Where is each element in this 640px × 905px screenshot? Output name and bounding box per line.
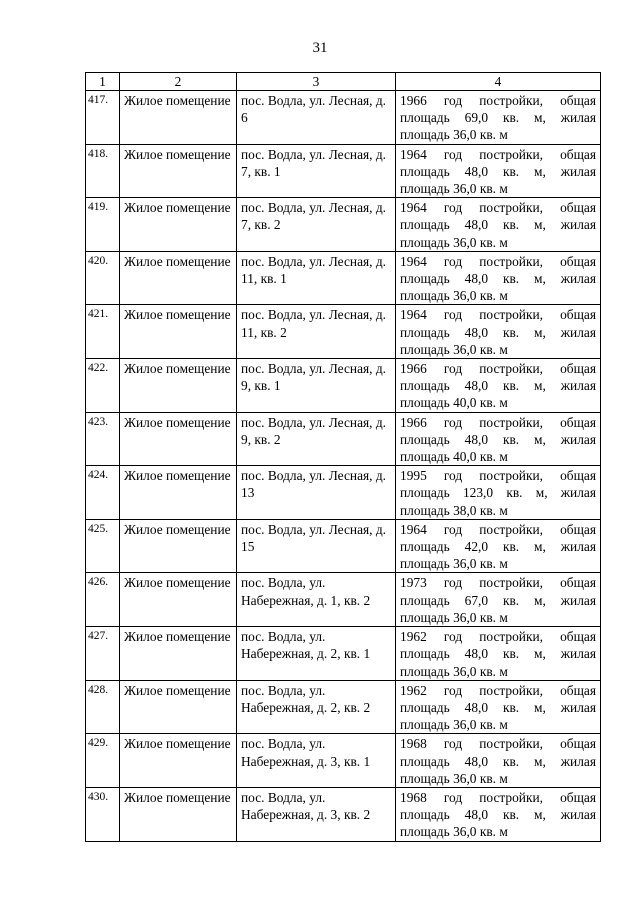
object-address: пос. Водла, ул. Лесная, д. 13	[237, 466, 396, 520]
row-number: 419.	[86, 198, 120, 252]
object-address: пос. Водла, ул. Лесная, д. 9, кв. 1	[237, 359, 396, 413]
object-description: 1995 год постройки, общая площадь 123,0 кв. м, жилая площадь 38,0 кв. м	[396, 466, 601, 520]
table-row	[86, 680, 601, 734]
object-type: Жилое помещение	[120, 734, 237, 788]
object-description: 1962 год постройки, общая площадь 48,0 кв. м, жилая площадь 36,0 кв. м	[396, 627, 601, 681]
table-row	[86, 144, 601, 198]
object-description: 1973 год постройки, общая площадь 67,0 кв. м, жилая площадь 36,0 кв. м	[396, 573, 601, 627]
table-row	[86, 251, 601, 305]
object-address: пос. Водла, ул. Набережная, д. 1, кв. 2	[237, 573, 396, 627]
object-description: 1964 год постройки, общая площадь 48,0 кв. м, жилая площадь 36,0 кв. м	[396, 305, 601, 359]
object-type: Жилое помещение	[120, 412, 237, 466]
object-address: пос. Водла, ул. Лесная, д. 9, кв. 2	[237, 412, 396, 466]
table-row	[86, 734, 601, 788]
object-address: пос. Водла, ул. Лесная, д. 6	[237, 91, 396, 145]
object-address: пос. Водла, ул. Набережная, д. 3, кв. 2	[237, 787, 396, 841]
object-address: пос. Водла, ул. Лесная, д. 15	[237, 519, 396, 573]
object-address: пос. Водла, ул. Лесная, д. 7, кв. 1	[237, 144, 396, 198]
object-address: пос. Водла, ул. Лесная, д. 7, кв. 2	[237, 198, 396, 252]
object-type: Жилое помещение	[120, 198, 237, 252]
table-row	[86, 466, 601, 520]
object-description: 1964 год постройки, общая площадь 48,0 кв. м, жилая площадь 36,0 кв. м	[396, 198, 601, 252]
object-description: 1968 год постройки, общая площадь 48,0 кв. м, жилая площадь 36,0 кв. м	[396, 734, 601, 788]
object-address: пос. Водла, ул. Лесная, д. 11, кв. 1	[237, 251, 396, 305]
object-address: пос. Водла, ул. Набережная, д. 3, кв. 1	[237, 734, 396, 788]
object-type: Жилое помещение	[120, 305, 237, 359]
object-type: Жилое помещение	[120, 466, 237, 520]
object-description: 1968 год постройки, общая площадь 48,0 кв. м, жилая площадь 36,0 кв. м	[396, 787, 601, 841]
table-row	[86, 359, 601, 413]
object-type: Жилое помещение	[120, 359, 237, 413]
row-number: 417.	[86, 91, 120, 145]
table-header-row	[86, 73, 601, 91]
object-type: Жилое помещение	[120, 680, 237, 734]
object-description: 1964 год постройки, общая площадь 48,0 кв. м, жилая площадь 36,0 кв. м	[396, 251, 601, 305]
row-number: 418.	[86, 144, 120, 198]
row-number: 424.	[86, 466, 120, 520]
row-number: 430.	[86, 787, 120, 841]
row-number: 425.	[86, 519, 120, 573]
object-description: 1966 год постройки, общая площадь 48,0 кв. м, жилая площадь 40,0 кв. м	[396, 412, 601, 466]
object-type: Жилое помещение	[120, 787, 237, 841]
column-header-type: 2	[120, 73, 237, 91]
object-type: Жилое помещение	[120, 144, 237, 198]
row-number: 423.	[86, 412, 120, 466]
row-number: 421.	[86, 305, 120, 359]
object-description: 1966 год постройки, общая площадь 48,0 кв. м, жилая площадь 40,0 кв. м	[396, 359, 601, 413]
table-row	[86, 91, 601, 145]
column-header-address: 3	[237, 73, 396, 91]
object-description: 1964 год постройки, общая площадь 48,0 кв. м, жилая площадь 36,0 кв. м	[396, 144, 601, 198]
row-number: 426.	[86, 573, 120, 627]
table-row	[86, 412, 601, 466]
column-header-description: 4	[396, 73, 601, 91]
row-number: 428.	[86, 680, 120, 734]
property-table	[85, 72, 601, 842]
object-type: Жилое помещение	[120, 627, 237, 681]
table-row	[86, 787, 601, 841]
table-row	[86, 627, 601, 681]
row-number: 420.	[86, 251, 120, 305]
object-type: Жилое помещение	[120, 91, 237, 145]
column-header-number: 1	[86, 73, 120, 91]
object-description: 1962 год постройки, общая площадь 48,0 кв. м, жилая площадь 36,0 кв. м	[396, 680, 601, 734]
object-type: Жилое помещение	[120, 251, 237, 305]
table-row	[86, 198, 601, 252]
object-description: 1964 год постройки, общая площадь 42,0 кв. м, жилая площадь 36,0 кв. м	[396, 519, 601, 573]
table-row	[86, 573, 601, 627]
row-number: 422.	[86, 359, 120, 413]
table-row	[86, 305, 601, 359]
row-number: 427.	[86, 627, 120, 681]
object-address: пос. Водла, ул. Лесная, д. 11, кв. 2	[237, 305, 396, 359]
object-address: пос. Водла, ул. Набережная, д. 2, кв. 1	[237, 627, 396, 681]
object-description: 1966 год постройки, общая площадь 69,0 кв. м, жилая площадь 36,0 кв. м	[396, 91, 601, 145]
row-number: 429.	[86, 734, 120, 788]
object-type: Жилое помещение	[120, 519, 237, 573]
table-row	[86, 519, 601, 573]
object-address: пос. Водла, ул. Набережная, д. 2, кв. 2	[237, 680, 396, 734]
object-type: Жилое помещение	[120, 573, 237, 627]
page-number: 31	[312, 40, 328, 56]
